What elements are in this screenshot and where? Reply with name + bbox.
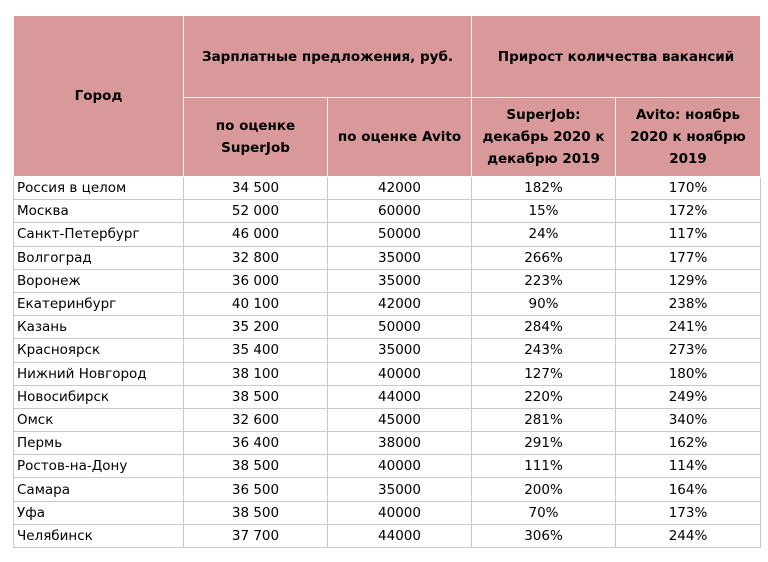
cell-city: Нижний Новгород [14,362,184,385]
cell-avito-salary: 35000 [328,246,472,269]
table-row [14,177,761,200]
cell-city: Москва [14,200,184,223]
cell-avito-growth: 117% [616,223,761,246]
cell-avito-growth: 238% [616,292,761,315]
cell-superjob-growth: 90% [472,292,616,315]
cell-superjob-growth: 111% [472,455,616,478]
table-row [14,432,761,455]
cell-city: Казань [14,316,184,339]
cell-avito-salary: 50000 [328,223,472,246]
cell-city: Воронеж [14,269,184,292]
cell-superjob-salary: 37 700 [184,524,328,547]
cell-superjob-growth: 281% [472,408,616,431]
cell-superjob-growth: 306% [472,524,616,547]
cell-superjob-growth: 127% [472,362,616,385]
cell-city: Санкт-Петербург [14,223,184,246]
cell-city: Уфа [14,501,184,524]
salary-vacancy-table [13,15,761,548]
cell-superjob-growth: 266% [472,246,616,269]
table-row [14,524,761,547]
cell-avito-growth: 244% [616,524,761,547]
cell-avito-growth: 177% [616,246,761,269]
cell-avito-salary: 40000 [328,455,472,478]
cell-superjob-growth: 243% [472,339,616,362]
cell-avito-salary: 45000 [328,408,472,431]
header-growth-superjob: SuperJob: декабрь 2020 к декабрю 2019 [472,98,616,177]
cell-avito-growth: 172% [616,200,761,223]
cell-superjob-growth: 182% [472,177,616,200]
cell-city: Новосибирск [14,385,184,408]
cell-avito-growth: 241% [616,316,761,339]
cell-avito-salary: 42000 [328,292,472,315]
cell-avito-growth: 173% [616,501,761,524]
cell-avito-salary: 44000 [328,524,472,547]
cell-avito-growth: 164% [616,478,761,501]
header-salary-avito: по оценке Avito [328,98,472,177]
cell-avito-growth: 180% [616,362,761,385]
cell-avito-salary: 44000 [328,385,472,408]
cell-city: Пермь [14,432,184,455]
cell-superjob-salary: 35 200 [184,316,328,339]
cell-avito-salary: 50000 [328,316,472,339]
header-growth-group: Прирост количества вакансий [472,16,761,98]
cell-avito-growth: 273% [616,339,761,362]
cell-city: Омск [14,408,184,431]
cell-city: Ростов-на-Дону [14,455,184,478]
cell-avito-salary: 40000 [328,362,472,385]
table-row [14,455,761,478]
cell-city: Россия в целом [14,177,184,200]
cell-city: Красноярск [14,339,184,362]
table-row [14,223,761,246]
cell-avito-growth: 340% [616,408,761,431]
cell-avito-growth: 129% [616,269,761,292]
table-row [14,200,761,223]
cell-superjob-salary: 40 100 [184,292,328,315]
cell-superjob-salary: 32 800 [184,246,328,269]
cell-superjob-salary: 38 100 [184,362,328,385]
table-header [14,16,761,177]
header-city: Город [14,16,184,177]
cell-avito-salary: 40000 [328,501,472,524]
cell-superjob-growth: 24% [472,223,616,246]
cell-avito-growth: 114% [616,455,761,478]
cell-superjob-salary: 38 500 [184,501,328,524]
table-body [14,177,761,548]
cell-superjob-salary: 46 000 [184,223,328,246]
cell-avito-growth: 249% [616,385,761,408]
cell-superjob-salary: 36 000 [184,269,328,292]
cell-superjob-growth: 284% [472,316,616,339]
cell-city: Екатеринбург [14,292,184,315]
table-row [14,478,761,501]
cell-superjob-growth: 200% [472,478,616,501]
cell-avito-salary: 35000 [328,269,472,292]
cell-city: Самара [14,478,184,501]
cell-superjob-salary: 52 000 [184,200,328,223]
cell-avito-salary: 42000 [328,177,472,200]
cell-superjob-salary: 34 500 [184,177,328,200]
cell-avito-salary: 35000 [328,478,472,501]
cell-superjob-salary: 35 400 [184,339,328,362]
header-salary-superjob: по оценке SuperJob [184,98,328,177]
cell-superjob-growth: 291% [472,432,616,455]
table-row [14,269,761,292]
cell-avito-salary: 35000 [328,339,472,362]
cell-avito-growth: 162% [616,432,761,455]
cell-superjob-salary: 38 500 [184,385,328,408]
table-row [14,292,761,315]
table-row [14,246,761,269]
cell-superjob-growth: 70% [472,501,616,524]
table-row [14,385,761,408]
header-salary-group: Зарплатные предложения, руб. [184,16,472,98]
cell-superjob-salary: 38 500 [184,455,328,478]
cell-avito-salary: 38000 [328,432,472,455]
table-row [14,501,761,524]
cell-city: Челябинск [14,524,184,547]
table-row [14,339,761,362]
cell-superjob-growth: 15% [472,200,616,223]
cell-avito-salary: 60000 [328,200,472,223]
cell-superjob-salary: 36 400 [184,432,328,455]
cell-avito-growth: 170% [616,177,761,200]
cell-superjob-growth: 220% [472,385,616,408]
table-row [14,408,761,431]
cell-superjob-salary: 36 500 [184,478,328,501]
header-growth-avito: Avito: ноябрь 2020 к ноябрю 2019 [616,98,761,177]
cell-city: Волгоград [14,246,184,269]
table-row [14,362,761,385]
cell-superjob-salary: 32 600 [184,408,328,431]
table-row [14,316,761,339]
cell-superjob-growth: 223% [472,269,616,292]
